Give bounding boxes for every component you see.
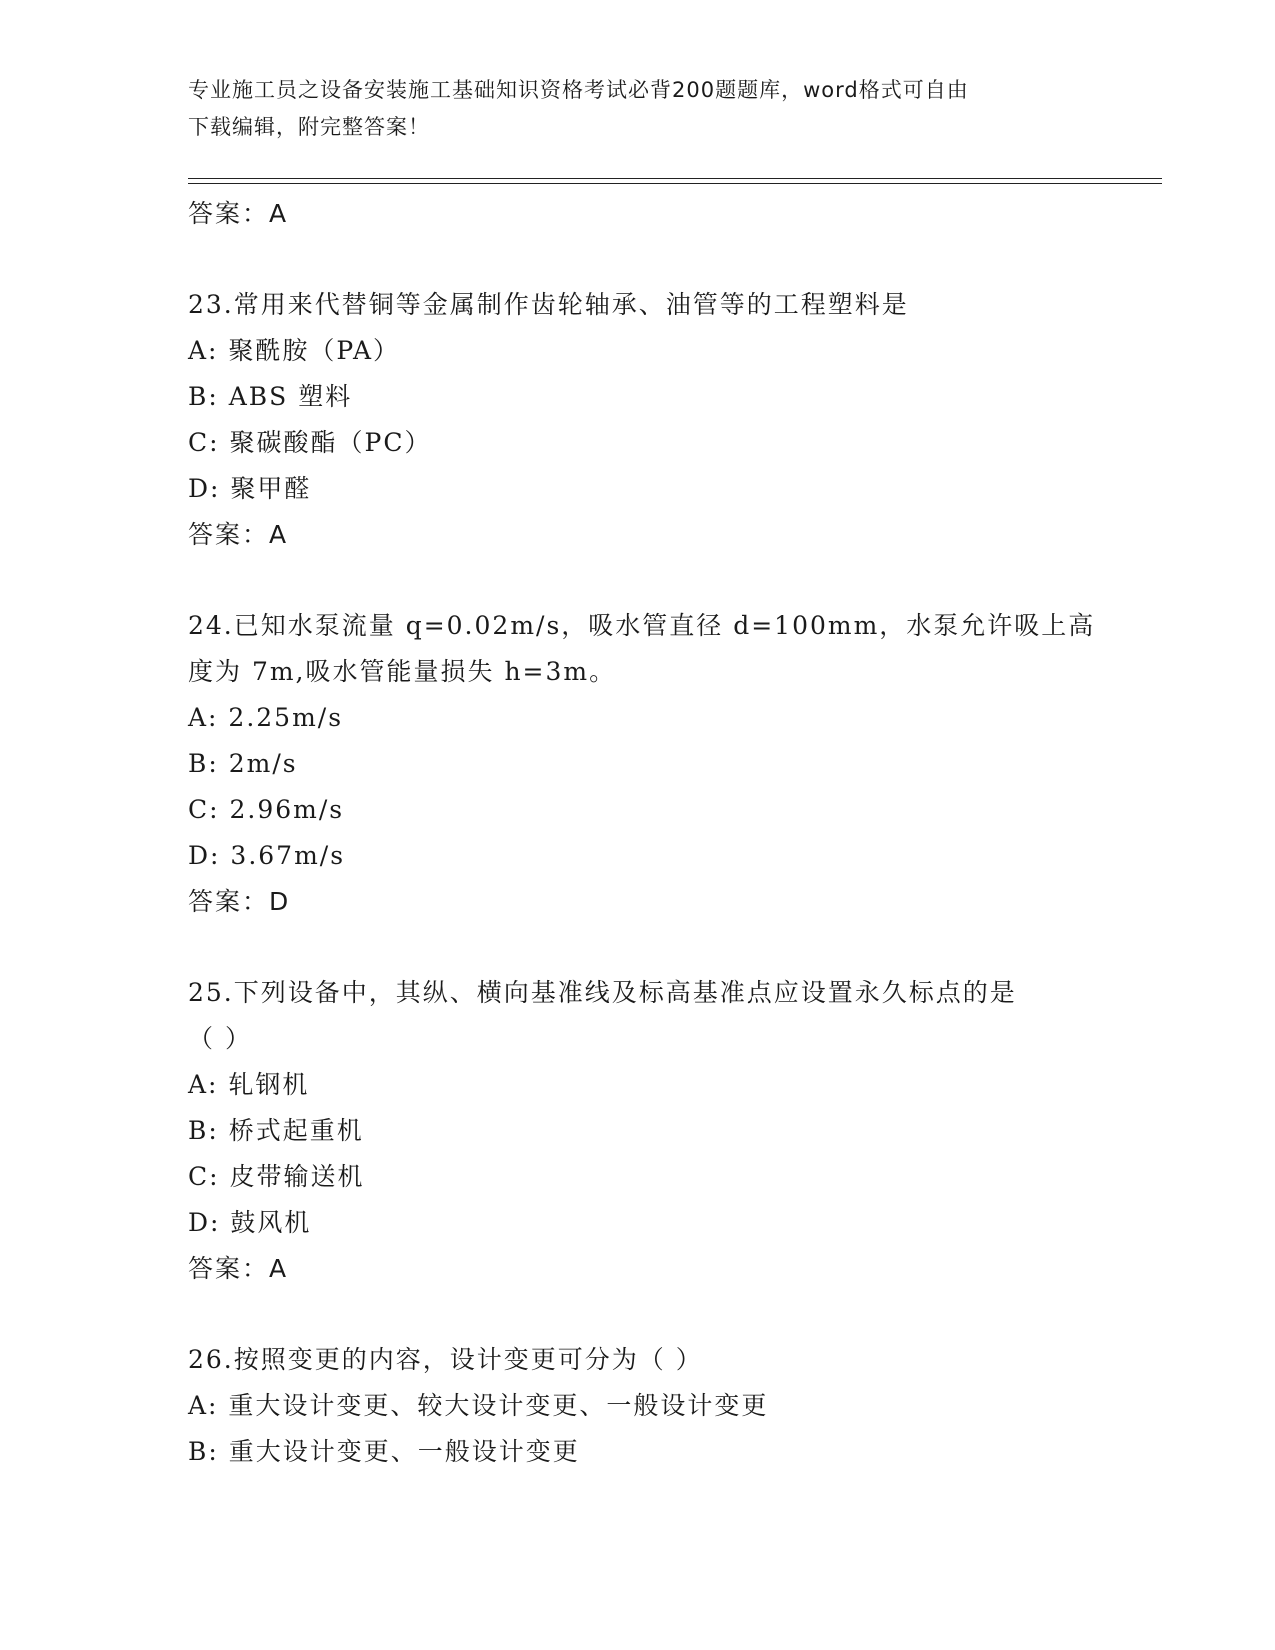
header-line-1: 专业施工员之设备安装施工基础知识资格考试必背200题题库，word格式可自由 bbox=[188, 78, 969, 102]
option-a: A: 聚酰胺（PA） bbox=[188, 336, 401, 365]
question-block bbox=[188, 282, 1108, 558]
question-list bbox=[188, 191, 1108, 1475]
question-text-continued: 度为 7m,吸水管能量损失 h=3m。 bbox=[188, 657, 617, 686]
question-block bbox=[188, 970, 1108, 1292]
question-text: 24.已知水泵流量 q=0.02m/s，吸水管直径 d=100mm，水泵允许吸上高 bbox=[188, 611, 1096, 640]
option-d: D: 3.67m/s bbox=[188, 841, 346, 870]
question-text: 25.下列设备中，其纵、横向基准线及标高基准点应设置永久标点的是 bbox=[188, 978, 1017, 1007]
question-block bbox=[188, 1337, 1108, 1475]
answer-line: 答案：D bbox=[188, 887, 291, 916]
option-c: C: 皮带输送机 bbox=[188, 1162, 365, 1191]
answer-line: 答案：A bbox=[188, 199, 289, 228]
option-c: C: 聚碳酸酯（PC） bbox=[188, 428, 432, 457]
answer-line: 答案：A bbox=[188, 520, 289, 549]
header-line-2: 下载编辑，附完整答案！ bbox=[188, 115, 430, 139]
option-a: A: 重大设计变更、较大设计变更、一般设计变更 bbox=[188, 1391, 769, 1420]
option-b: B: 2m/s bbox=[188, 749, 298, 778]
question-text: 23.常用来代替铜等金属制作齿轮轴承、油管等的工程塑料是 bbox=[188, 290, 909, 319]
question-block bbox=[188, 603, 1108, 925]
option-a: A: 轧钢机 bbox=[188, 1070, 310, 1099]
header-divider-bottom bbox=[188, 183, 1162, 184]
option-d: D: 聚甲醛 bbox=[188, 474, 312, 503]
option-a: A: 2.25m/s bbox=[188, 703, 344, 732]
option-c: C: 2.96m/s bbox=[188, 795, 345, 824]
option-d: D: 鼓风机 bbox=[188, 1208, 312, 1237]
document-header bbox=[188, 72, 1088, 146]
option-b: B: ABS 塑料 bbox=[188, 382, 353, 411]
question-text: 26.按照变更的内容，设计变更可分为（ ） bbox=[188, 1345, 703, 1374]
option-b: B: 桥式起重机 bbox=[188, 1116, 364, 1145]
answer-line: 答案：A bbox=[188, 1254, 289, 1283]
question-text-continued: （ ） bbox=[188, 1024, 252, 1053]
header-divider-top bbox=[188, 178, 1162, 179]
option-b: B: 重大设计变更、一般设计变更 bbox=[188, 1437, 580, 1466]
